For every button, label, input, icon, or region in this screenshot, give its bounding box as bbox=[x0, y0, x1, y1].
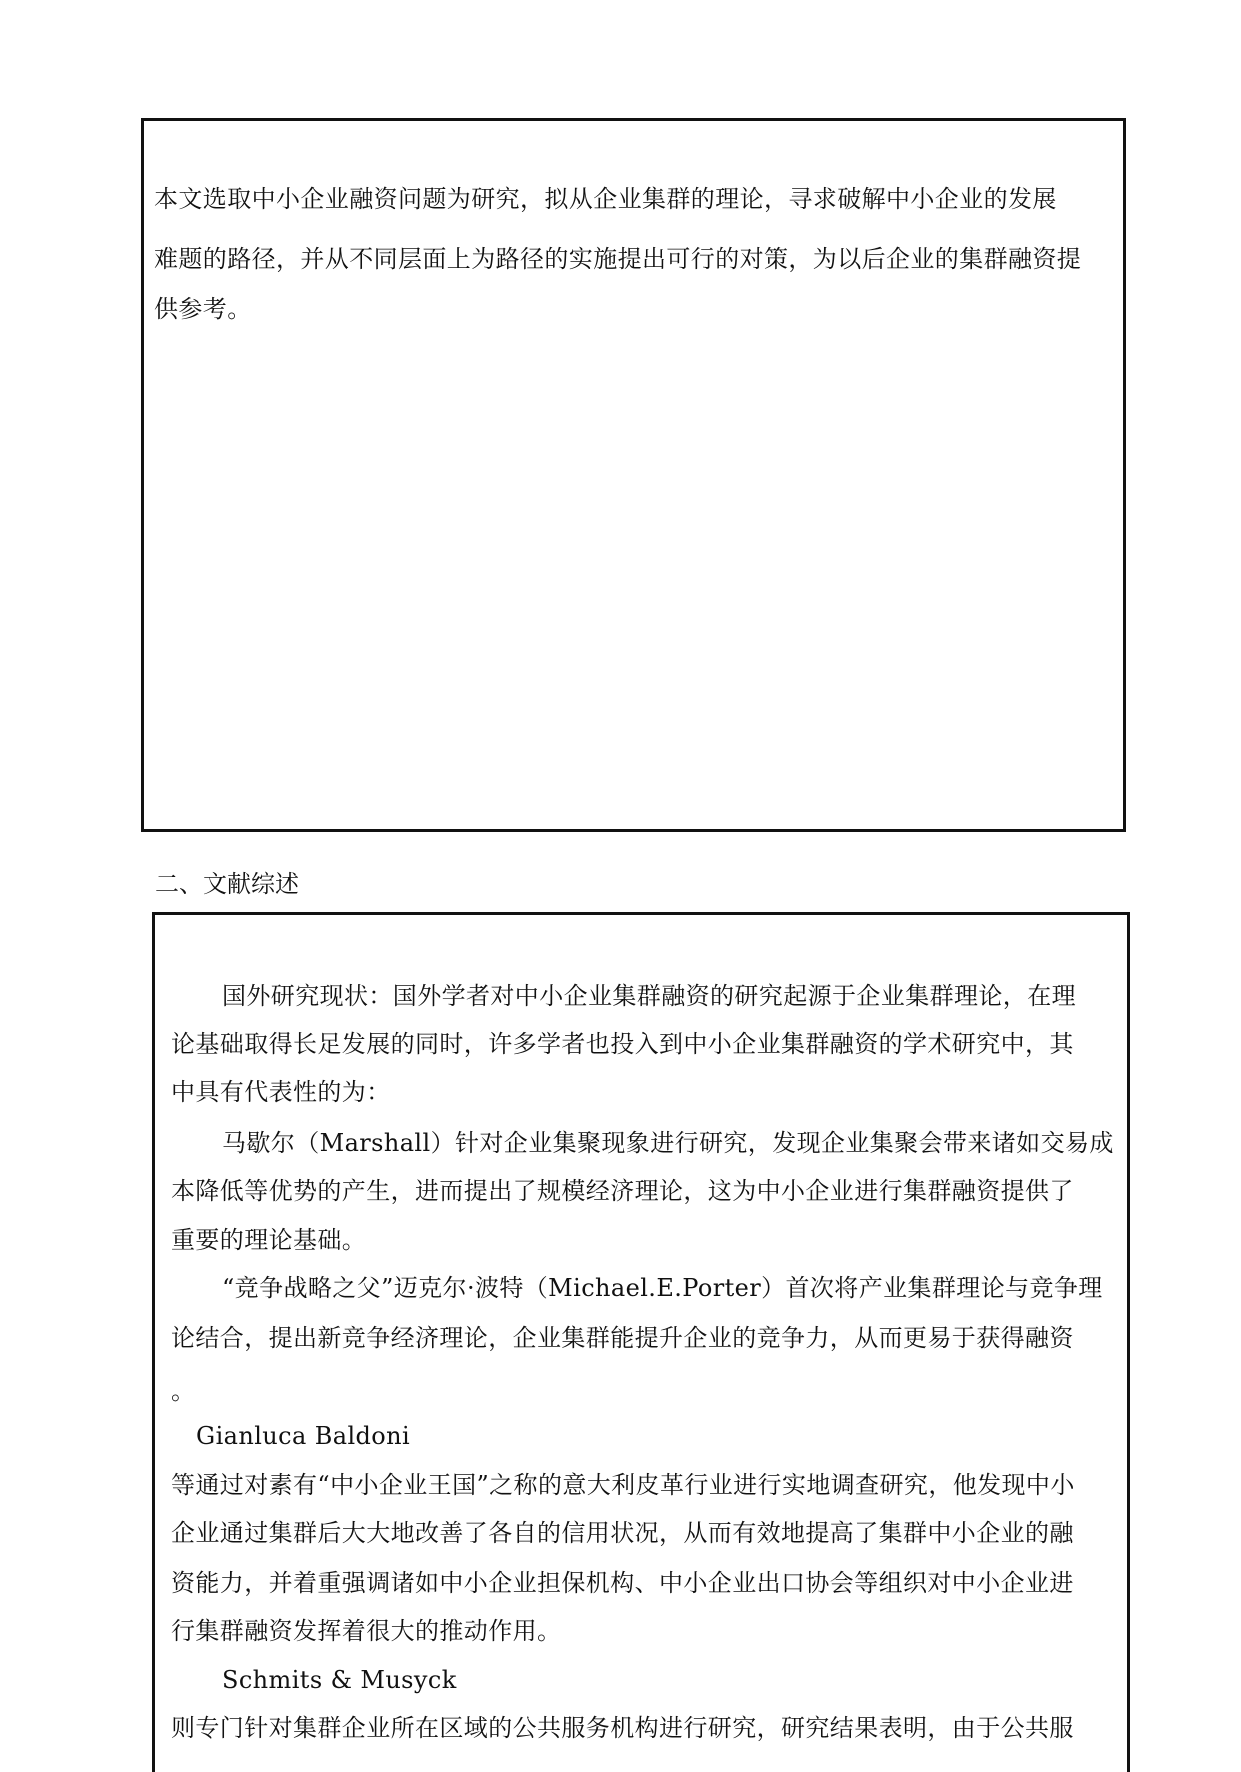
summary-line-3: 供参考。 bbox=[154, 295, 252, 323]
review-line-2: 论基础取得长足发展的同时，许多学者也投入到中小企业集群融资的学术研究中，其 bbox=[171, 1030, 1074, 1058]
review-line-13: 资能力，并着重强调诸如中小企业担保机构、中小企业出口协会等组织对中小企业进 bbox=[171, 1569, 1074, 1597]
review-line-16: 则专门针对集群企业所在区域的公共服务机构进行研究，研究结果表明，由于公共服 bbox=[171, 1714, 1074, 1742]
review-line-15: Schmits & Musyck bbox=[222, 1666, 457, 1694]
review-line-14: 行集群融资发挥着很大的推动作用。 bbox=[171, 1617, 562, 1645]
section-heading: 二、文献综述 bbox=[155, 870, 299, 898]
summary-box bbox=[141, 118, 1126, 832]
review-line-1: 国外研究现状：国外学者对中小企业集群融资的研究起源于企业集群理论，在理 bbox=[222, 982, 1076, 1010]
review-line-8: 论结合，提出新竞争经济理论，企业集群能提升企业的竞争力，从而更易于获得融资 bbox=[171, 1324, 1074, 1352]
review-line-5: 本降低等优势的产生，进而提出了规模经济理论，这为中小企业进行集群融资提供了 bbox=[171, 1177, 1074, 1205]
review-line-7: “竞争战略之父”迈克尔·波特（Michael.E.Porter）首次将产业集群理论与竞争理 bbox=[222, 1274, 1103, 1302]
review-line-10: Gianluca Baldoni bbox=[196, 1422, 411, 1450]
summary-line-1: 本文选取中小企业融资问题为研究，拟从企业集群的理论，寻求破解中小企业的发展 bbox=[154, 185, 1057, 213]
review-line-3: 中具有代表性的为： bbox=[171, 1078, 391, 1106]
summary-line-2: 难题的路径，并从不同层面上为路径的实施提出可行的对策，为以后企业的集群融资提 bbox=[154, 245, 1082, 273]
review-line-9: 。 bbox=[171, 1377, 196, 1405]
review-line-6: 重要的理论基础。 bbox=[171, 1226, 367, 1254]
review-line-11: 等通过对素有“中小企业王国”之称的意大利皮革行业进行实地调查研究，他发现中小 bbox=[171, 1471, 1075, 1499]
review-line-4: 马歇尔（Marshall）针对企业集聚现象进行研究，发现企业集聚会带来诸如交易成 bbox=[222, 1129, 1114, 1157]
review-line-12: 企业通过集群后大大地改善了各自的信用状况，从而有效地提高了集群中小企业的融 bbox=[171, 1519, 1074, 1547]
